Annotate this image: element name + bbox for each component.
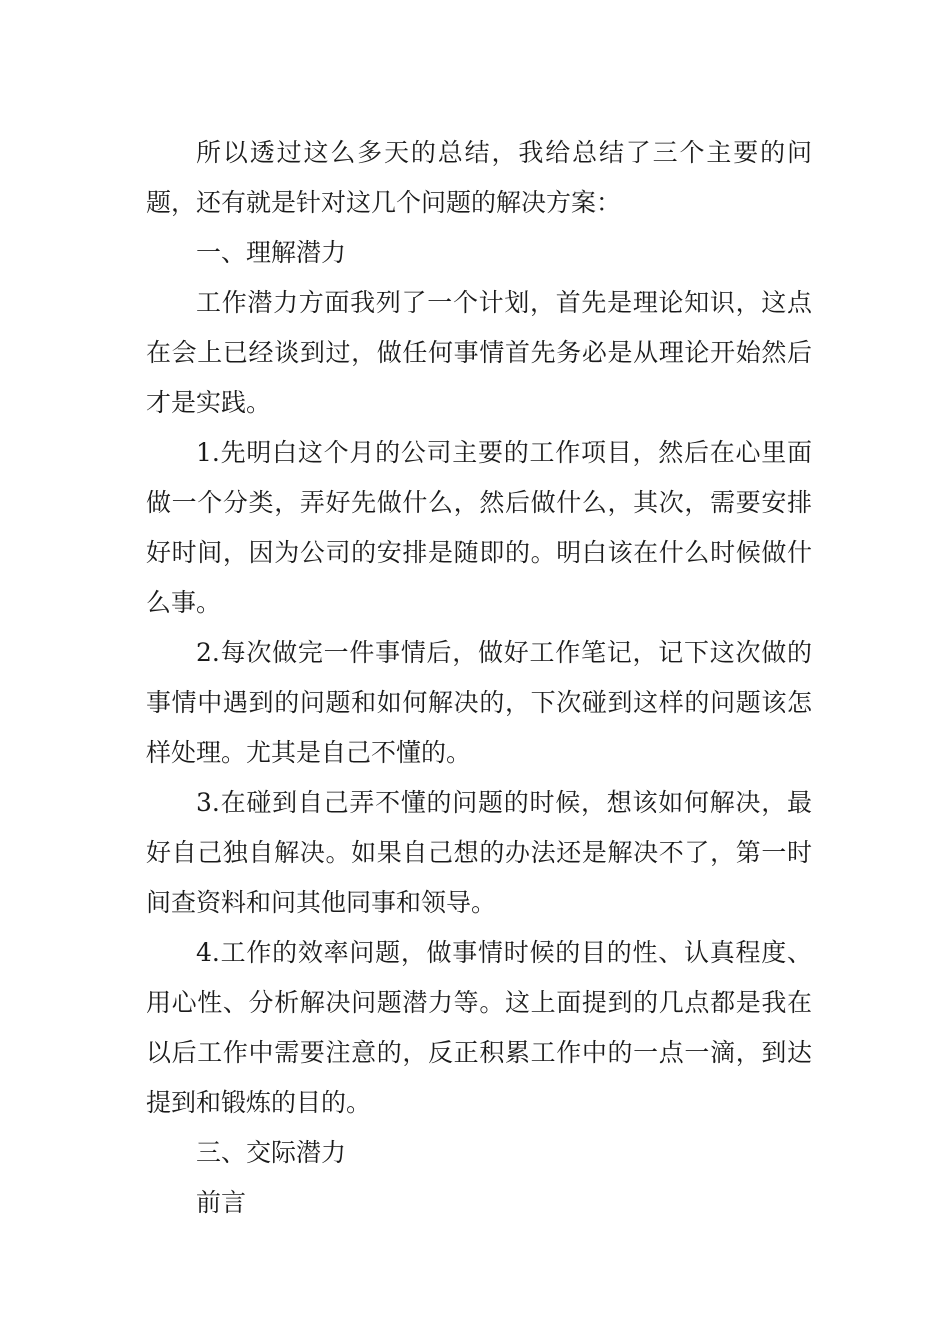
list-item-1: 1.先明白这个月的公司主要的工作项目，然后在心里面做一个分类，弄好先做什么，然后做什么，其次，需要安排好时间，因为公司的安排是随即的。明白该在什么时候做什么事。 [146,438,812,617]
paragraph-intro: 所以透过这么多天的总结，我给总结了三个主要的问题，还有就是针对这几个问题的解决方案： [146,138,812,217]
section-heading-1: 一、理解潜力 [196,238,347,267]
list-item-2: 2.每次做完一件事情后，做好工作笔记，记下这次做的事情中遇到的问题和如何解决的，下次碰到这样的问题该怎样处理。尤其是自己不懂的。 [146,638,812,767]
paragraph-plan: 工作潜力方面我列了一个计划，首先是理论知识，这点在会上已经谈到过，做任何事情首先务必是从理论开始然后才是实践。 [146,288,812,417]
list-item-4: 4.工作的效率问题，做事情时候的目的性、认真程度、用心性、分析解决问题潜力等。这上面提到的几点都是我在以后工作中需要注意的，反正积累工作中的一点一滴，到达提到和锻炼的目的。 [146,938,812,1117]
list-item-3: 3.在碰到自己弄不懂的问题的时候，想该如何解决，最好自己独自解决。如果自己想的办法还是解决不了，第一时间查资料和问其他同事和领导。 [146,788,812,917]
section-heading-3: 三、交际潜力 [196,1138,347,1167]
section-heading-foreword: 前言 [196,1188,247,1217]
document-body [146,128,812,1228]
